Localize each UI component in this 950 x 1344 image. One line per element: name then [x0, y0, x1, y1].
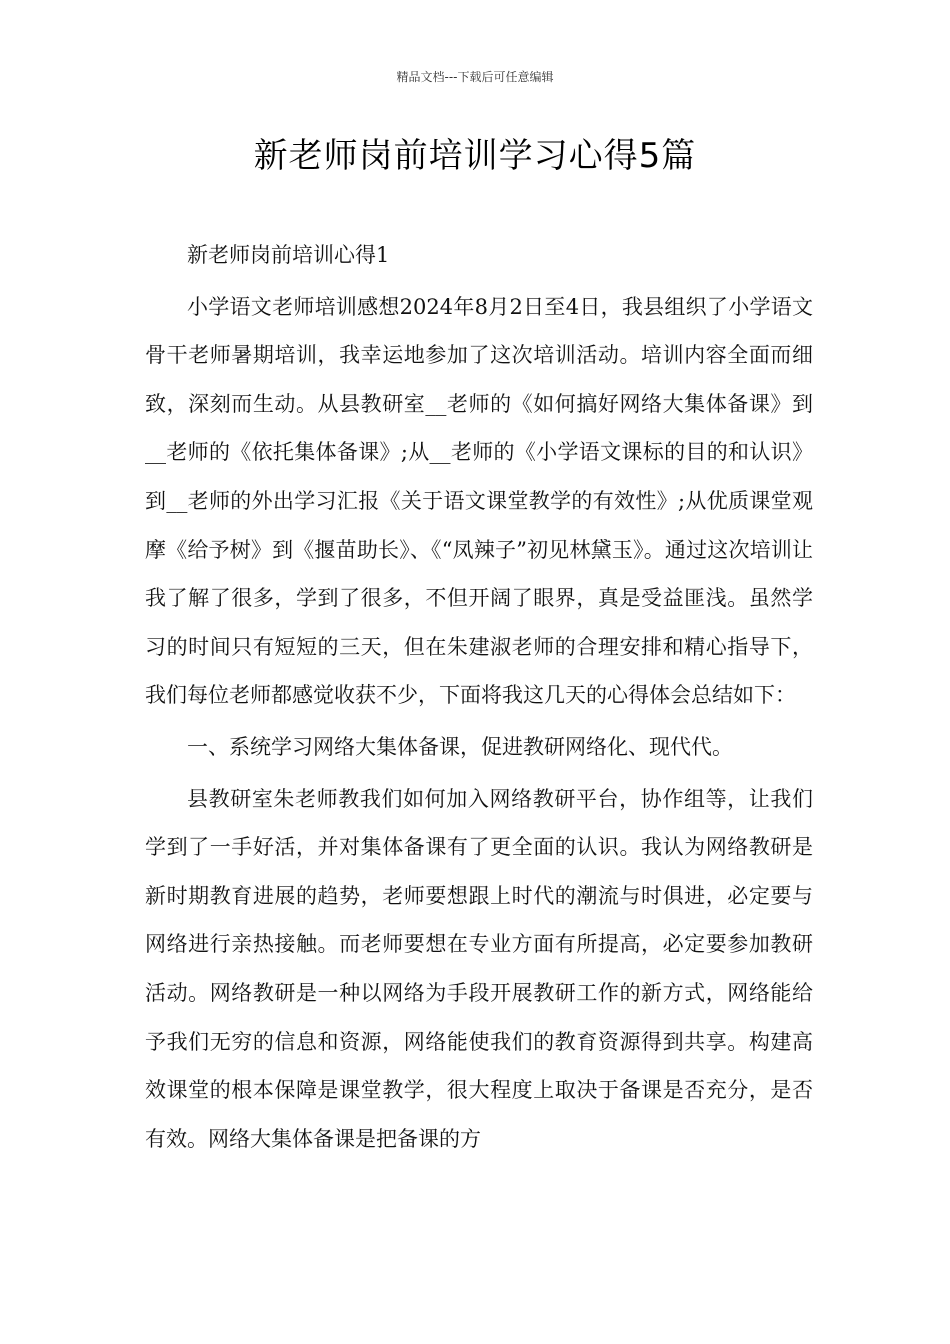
page-header: 精品文档---下载后可任意编辑	[396, 70, 554, 84]
body-paragraph: 县教研室朱老师教我们如何加入网络教研平台，协作组等，让我们学到了一手好活，并对集体备课有了更全面的认识。我认为网络教研是新时期教育进展的趋势，老师要想跟上时代的潮流与时俱进，必定要与网络进行亲热接触。而老师要想在专业方面有所提高，必定要参加教研活动。网络教研是一种以网络为手段开展教研工作的新方式，网络能给予我们无穷的信息和资源，网络能使我们的教育资源得到共享。构建高效课堂的根本保障是课堂教学，很大程度上取决于备课是否充分，是否有效。网络大集体备课是把备课的方	[145, 786, 813, 1151]
document-title: 新老师岗前培训学习心得5篇	[253, 136, 697, 176]
body-paragraph: 小学语文老师培训感想2024年8月2日至4日，我县组织了小学语文骨干老师暑期培训，我幸运地参加了这次培训活动。培训内容全面而细致，深刻而生动。从县教研室__老师的《如何搞好网络大集体备课》到__老师的《依托集体备课》;从__老师的《小学语文课标的目的和认识》到__老师的外出学习汇报《关于语文课堂教学的有效性》;从优质课堂观摩《给予树》到《揠苗助长》、《“凤辣子”初见林黛玉》。通过这次培训让我了解了很多，学到了很多，不但开阔了眼界，真是受益匪浅。虽然学习的时间只有短短的三天，但在朱建淑老师的合理安排和精心指导下，我们每位老师都感觉收获不少，下面将我这几天的心得体会总结如下：	[145, 294, 813, 708]
subsection-heading: 一、系统学习网络大集体备课，促进教研网络化、现代代。	[187, 734, 733, 759]
document-body	[145, 231, 813, 1163]
section-heading: 新老师岗前培训心得1	[187, 243, 390, 267]
